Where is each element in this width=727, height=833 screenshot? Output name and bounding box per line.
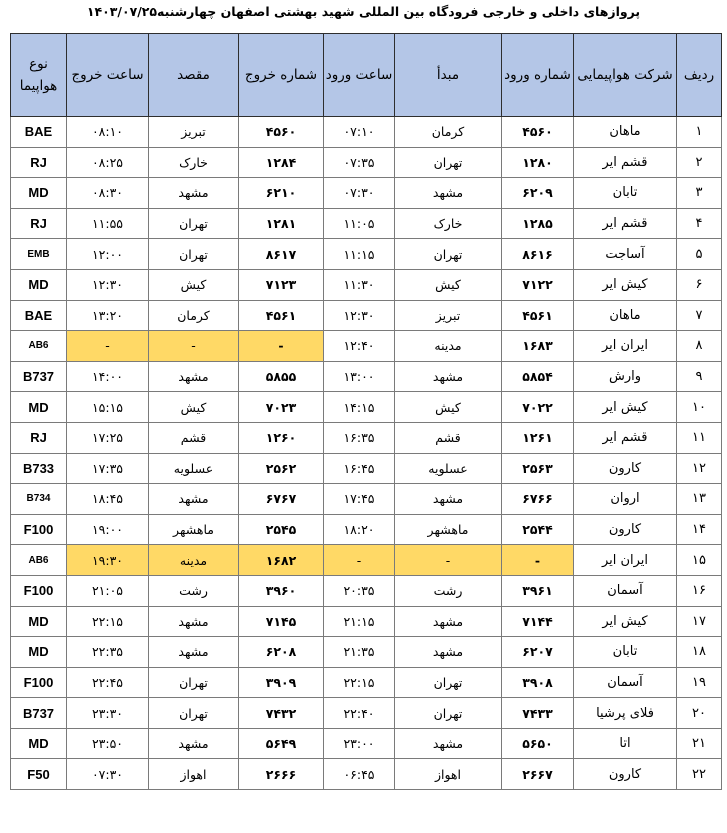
cell-arrival-time: ۲۱:۳۵ [324, 637, 395, 668]
cell-airline: کیش ایر [574, 606, 677, 637]
cell-origin: مشهد [395, 728, 502, 759]
cell-arrival-number: ۲۵۴۴ [502, 514, 574, 545]
cell-airline: آساجت [574, 239, 677, 270]
cell-row-number: ۸ [677, 331, 722, 362]
header-row-number: ردیف [677, 34, 722, 117]
cell-airline: اروان [574, 484, 677, 515]
cell-arrival-time: ۱۳:۰۰ [324, 361, 395, 392]
cell-airline: ایران ایر [574, 331, 677, 362]
cell-departure-number: ۲۵۶۲ [239, 453, 324, 484]
cell-row-number: ۱۱ [677, 422, 722, 453]
cell-destination: مشهد [149, 484, 239, 515]
cell-airline: قشم ایر [574, 422, 677, 453]
cell-row-number: ۲۲ [677, 759, 722, 790]
cell-departure-time: ۱۴:۰۰ [67, 361, 149, 392]
cell-arrival-time: ۱۴:۱۵ [324, 392, 395, 423]
cell-airline: ماهان [574, 117, 677, 148]
cell-row-number: ۲ [677, 147, 722, 178]
cell-origin: رشت [395, 575, 502, 606]
cell-airline: کارون [574, 514, 677, 545]
cell-departure-number: ۲۶۶۶ [239, 759, 324, 790]
cell-row-number: ۱۶ [677, 575, 722, 606]
table-row [11, 698, 722, 729]
cell-row-number: ۷ [677, 300, 722, 331]
cell-arrival-time: ۲۲:۴۰ [324, 698, 395, 729]
table-row [11, 637, 722, 668]
cell-destination: عسلویه [149, 453, 239, 484]
cell-aircraft-type: F100 [11, 667, 67, 698]
cell-row-number: ۶ [677, 269, 722, 300]
cell-departure-time: - [67, 331, 149, 362]
cell-row-number: ۱۳ [677, 484, 722, 515]
cell-aircraft-type: MD [11, 606, 67, 637]
cell-row-number: ۱۴ [677, 514, 722, 545]
cell-departure-number: ۷۱۴۵ [239, 606, 324, 637]
header-arrival-number: شماره ورود [502, 34, 574, 117]
cell-destination: تهران [149, 667, 239, 698]
cell-airline: قشم ایر [574, 208, 677, 239]
cell-arrival-number: ۷۴۳۳ [502, 698, 574, 729]
cell-airline: ایران ایر [574, 545, 677, 576]
cell-row-number: ۹ [677, 361, 722, 392]
table-row [11, 759, 722, 790]
cell-airline: فلای پرشیا [574, 698, 677, 729]
cell-arrival-number: ۱۲۸۰ [502, 147, 574, 178]
page-title: پروازهای داخلی و خارجی فرودگاه بین المللی شهید بهشتی اصفهان چهارشنبه۱۴۰۳/۰۷/۲۵ [86, 4, 641, 19]
cell-arrival-time: ۱۲:۳۰ [324, 300, 395, 331]
cell-arrival-number: ۱۲۸۵ [502, 208, 574, 239]
cell-aircraft-type: RJ [11, 208, 67, 239]
cell-airline: اتا [574, 728, 677, 759]
cell-origin: مشهد [395, 178, 502, 209]
cell-departure-time: ۱۷:۳۵ [67, 453, 149, 484]
cell-airline: آسمان [574, 575, 677, 606]
table-row [11, 728, 722, 759]
cell-aircraft-type: AB6 [11, 545, 67, 576]
cell-row-number: ۲۱ [677, 728, 722, 759]
table-row [11, 514, 722, 545]
cell-arrival-number: ۷۱۲۲ [502, 269, 574, 300]
cell-airline: کیش ایر [574, 269, 677, 300]
flights-table [10, 33, 722, 790]
cell-airline: تابان [574, 637, 677, 668]
cell-destination: تهران [149, 698, 239, 729]
cell-destination: قشم [149, 422, 239, 453]
cell-arrival-time: ۲۲:۱۵ [324, 667, 395, 698]
cell-destination: کیش [149, 392, 239, 423]
cell-destination: اهواز [149, 759, 239, 790]
cell-row-number: ۳ [677, 178, 722, 209]
cell-aircraft-type: RJ [11, 147, 67, 178]
cell-row-number: ۴ [677, 208, 722, 239]
cell-row-number: ۵ [677, 239, 722, 270]
cell-destination: مشهد [149, 178, 239, 209]
cell-departure-number: ۴۵۶۰ [239, 117, 324, 148]
cell-arrival-time: ۱۱:۳۰ [324, 269, 395, 300]
cell-arrival-time: ۱۱:۱۵ [324, 239, 395, 270]
cell-origin: تهران [395, 147, 502, 178]
cell-destination: مشهد [149, 361, 239, 392]
table-row [11, 392, 722, 423]
cell-departure-time: ۲۳:۵۰ [67, 728, 149, 759]
cell-aircraft-type: B734 [11, 484, 67, 515]
cell-departure-number: ۵۸۵۵ [239, 361, 324, 392]
cell-aircraft-type: B737 [11, 698, 67, 729]
cell-arrival-number: ۴۵۶۰ [502, 117, 574, 148]
header-departure-time: ساعت خروج [67, 34, 149, 117]
cell-arrival-number: ۸۶۱۶ [502, 239, 574, 270]
cell-row-number: ۱۵ [677, 545, 722, 576]
cell-arrival-time: ۰۷:۱۰ [324, 117, 395, 148]
cell-arrival-number: ۵۶۵۰ [502, 728, 574, 759]
cell-arrival-time: - [324, 545, 395, 576]
cell-arrival-time: ۱۷:۴۵ [324, 484, 395, 515]
cell-arrival-number: ۲۵۶۳ [502, 453, 574, 484]
cell-departure-number: ۱۶۸۲ [239, 545, 324, 576]
cell-departure-number: ۷۰۲۳ [239, 392, 324, 423]
cell-origin: اهواز [395, 759, 502, 790]
cell-departure-time: ۲۱:۰۵ [67, 575, 149, 606]
cell-arrival-time: ۰۶:۴۵ [324, 759, 395, 790]
table-row [11, 300, 722, 331]
cell-destination: مشهد [149, 606, 239, 637]
cell-departure-time: ۱۸:۴۵ [67, 484, 149, 515]
cell-departure-number: ۶۷۶۷ [239, 484, 324, 515]
cell-arrival-time: ۱۲:۴۰ [324, 331, 395, 362]
cell-destination: - [149, 331, 239, 362]
header-arrival-time: ساعت ورود [324, 34, 395, 117]
cell-arrival-time: ۱۶:۴۵ [324, 453, 395, 484]
table-row [11, 422, 722, 453]
cell-row-number: ۱۲ [677, 453, 722, 484]
cell-arrival-number: ۳۹۰۸ [502, 667, 574, 698]
table-row [11, 667, 722, 698]
cell-arrival-time: ۲۱:۱۵ [324, 606, 395, 637]
cell-airline: ماهان [574, 300, 677, 331]
table-row [11, 117, 722, 148]
cell-departure-time: ۱۳:۲۰ [67, 300, 149, 331]
cell-arrival-time: ۲۳:۰۰ [324, 728, 395, 759]
table-row [11, 361, 722, 392]
cell-arrival-time: ۱۶:۳۵ [324, 422, 395, 453]
cell-origin: - [395, 545, 502, 576]
cell-arrival-time: ۱۱:۰۵ [324, 208, 395, 239]
cell-arrival-number: ۵۸۵۴ [502, 361, 574, 392]
cell-departure-time: ۲۲:۳۵ [67, 637, 149, 668]
cell-departure-time: ۱۲:۳۰ [67, 269, 149, 300]
table-row [11, 484, 722, 515]
cell-arrival-number: ۱۲۶۱ [502, 422, 574, 453]
cell-departure-time: ۱۵:۱۵ [67, 392, 149, 423]
table-row [11, 147, 722, 178]
cell-aircraft-type: AB6 [11, 331, 67, 362]
cell-arrival-number: ۷۰۲۲ [502, 392, 574, 423]
cell-arrival-time: ۱۸:۲۰ [324, 514, 395, 545]
cell-departure-time: ۲۲:۴۵ [67, 667, 149, 698]
cell-aircraft-type: MD [11, 728, 67, 759]
cell-departure-time: ۱۹:۳۰ [67, 545, 149, 576]
cell-origin: مشهد [395, 637, 502, 668]
cell-airline: کیش ایر [574, 392, 677, 423]
cell-departure-number: ۳۹۶۰ [239, 575, 324, 606]
cell-origin: کیش [395, 392, 502, 423]
cell-departure-time: ۲۲:۱۵ [67, 606, 149, 637]
cell-departure-number: ۱۲۸۱ [239, 208, 324, 239]
cell-origin: ماهشهر [395, 514, 502, 545]
cell-departure-number: ۱۲۸۴ [239, 147, 324, 178]
table-row [11, 453, 722, 484]
cell-aircraft-type: MD [11, 269, 67, 300]
cell-airline: قشم ایر [574, 147, 677, 178]
header-aircraft-type: نوع هواپیما [11, 34, 67, 117]
cell-row-number: ۱۸ [677, 637, 722, 668]
cell-row-number: ۱۷ [677, 606, 722, 637]
cell-origin: تبریز [395, 300, 502, 331]
cell-departure-number: ۶۲۰۸ [239, 637, 324, 668]
cell-airline: تابان [574, 178, 677, 209]
cell-departure-number: - [239, 331, 324, 362]
cell-departure-number: ۴۵۶۱ [239, 300, 324, 331]
cell-arrival-number: ۲۶۶۷ [502, 759, 574, 790]
cell-departure-time: ۱۲:۰۰ [67, 239, 149, 270]
cell-origin: تهران [395, 698, 502, 729]
cell-origin: خارک [395, 208, 502, 239]
cell-origin: کیش [395, 269, 502, 300]
cell-airline: وارش [574, 361, 677, 392]
cell-airline: کارون [574, 759, 677, 790]
cell-aircraft-type: MD [11, 637, 67, 668]
cell-arrival-number: ۶۲۰۷ [502, 637, 574, 668]
cell-arrival-number: ۶۲۰۹ [502, 178, 574, 209]
cell-airline: آسمان [574, 667, 677, 698]
table-row [11, 606, 722, 637]
cell-origin: مشهد [395, 361, 502, 392]
table-row [11, 331, 722, 362]
cell-arrival-number: - [502, 545, 574, 576]
header-departure-number: شماره خروج [239, 34, 324, 117]
cell-aircraft-type: MD [11, 178, 67, 209]
cell-departure-time: ۰۸:۲۵ [67, 147, 149, 178]
cell-origin: عسلویه [395, 453, 502, 484]
table-row [11, 208, 722, 239]
cell-departure-number: ۸۶۱۷ [239, 239, 324, 270]
cell-departure-time: ۱۹:۰۰ [67, 514, 149, 545]
cell-destination: مدینه [149, 545, 239, 576]
cell-destination: مشهد [149, 637, 239, 668]
table-row [11, 239, 722, 270]
cell-destination: ماهشهر [149, 514, 239, 545]
cell-departure-time: ۲۳:۳۰ [67, 698, 149, 729]
table-row [11, 545, 722, 576]
cell-origin: تهران [395, 239, 502, 270]
header-destination: مقصد [149, 34, 239, 117]
cell-departure-number: ۷۱۲۳ [239, 269, 324, 300]
cell-destination: مشهد [149, 728, 239, 759]
table-row [11, 269, 722, 300]
cell-arrival-number: ۶۷۶۶ [502, 484, 574, 515]
cell-arrival-time: ۰۷:۳۵ [324, 147, 395, 178]
cell-departure-number: ۶۲۱۰ [239, 178, 324, 209]
cell-arrival-time: ۲۰:۳۵ [324, 575, 395, 606]
cell-row-number: ۱۹ [677, 667, 722, 698]
cell-departure-number: ۱۲۶۰ [239, 422, 324, 453]
cell-aircraft-type: EMB [11, 239, 67, 270]
table-row [11, 575, 722, 606]
cell-departure-number: ۲۵۴۵ [239, 514, 324, 545]
header-airline: شرکت هواپیمایی [574, 34, 677, 117]
cell-departure-number: ۳۹۰۹ [239, 667, 324, 698]
cell-origin: مشهد [395, 606, 502, 637]
cell-departure-time: ۰۸:۳۰ [67, 178, 149, 209]
table-body [11, 117, 722, 790]
cell-aircraft-type: MD [11, 392, 67, 423]
header-origin: مبدأ [395, 34, 502, 117]
cell-departure-number: ۷۴۳۲ [239, 698, 324, 729]
cell-departure-number: ۵۶۴۹ [239, 728, 324, 759]
cell-aircraft-type: F100 [11, 514, 67, 545]
header-row [11, 34, 722, 117]
cell-destination: تهران [149, 239, 239, 270]
cell-aircraft-type: B733 [11, 453, 67, 484]
cell-origin: کرمان [395, 117, 502, 148]
cell-row-number: ۱۰ [677, 392, 722, 423]
cell-aircraft-type: F50 [11, 759, 67, 790]
cell-airline: کارون [574, 453, 677, 484]
cell-arrival-number: ۳۹۶۱ [502, 575, 574, 606]
cell-aircraft-type: RJ [11, 422, 67, 453]
cell-arrival-time: ۰۷:۳۰ [324, 178, 395, 209]
cell-arrival-number: ۴۵۶۱ [502, 300, 574, 331]
cell-row-number: ۱ [677, 117, 722, 148]
cell-aircraft-type: B737 [11, 361, 67, 392]
cell-destination: کیش [149, 269, 239, 300]
cell-departure-time: ۱۷:۲۵ [67, 422, 149, 453]
cell-origin: مدینه [395, 331, 502, 362]
cell-aircraft-type: BAE [11, 117, 67, 148]
cell-departure-time: ۰۷:۳۰ [67, 759, 149, 790]
cell-destination: خارک [149, 147, 239, 178]
cell-row-number: ۲۰ [677, 698, 722, 729]
table-row [11, 178, 722, 209]
cell-destination: کرمان [149, 300, 239, 331]
cell-destination: تهران [149, 208, 239, 239]
cell-origin: مشهد [395, 484, 502, 515]
cell-origin: تهران [395, 667, 502, 698]
cell-departure-time: ۱۱:۵۵ [67, 208, 149, 239]
cell-destination: رشت [149, 575, 239, 606]
cell-destination: تبریز [149, 117, 239, 148]
cell-departure-time: ۰۸:۱۰ [67, 117, 149, 148]
cell-aircraft-type: BAE [11, 300, 67, 331]
cell-aircraft-type: F100 [11, 575, 67, 606]
cell-arrival-number: ۷۱۴۴ [502, 606, 574, 637]
cell-origin: قشم [395, 422, 502, 453]
cell-arrival-number: ۱۶۸۳ [502, 331, 574, 362]
